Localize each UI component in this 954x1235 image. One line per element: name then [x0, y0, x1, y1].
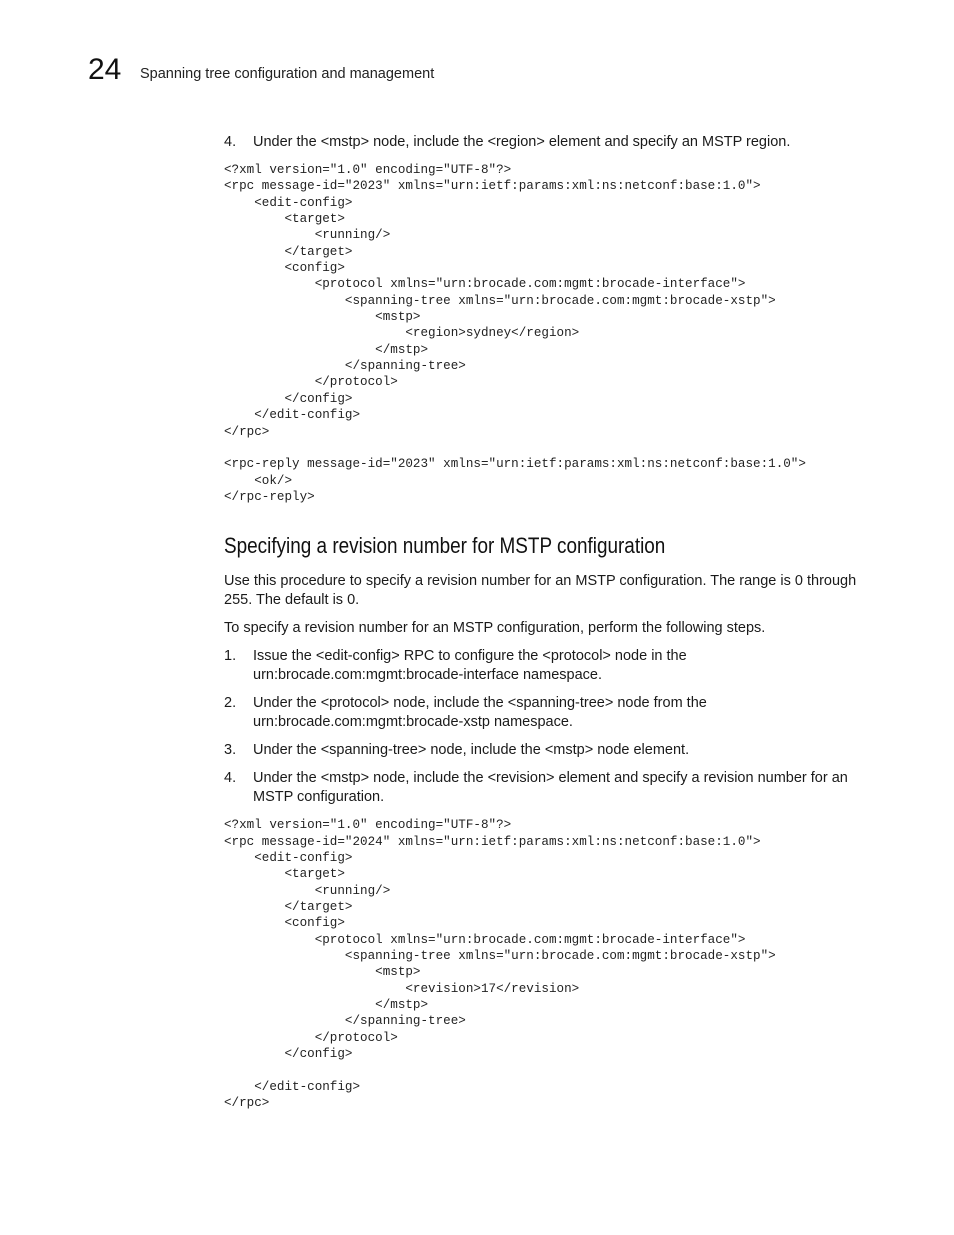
section-heading: Specifying a revision number for MSTP configuration [224, 533, 666, 559]
step-4 [224, 769, 884, 807]
step-number: 3. [224, 742, 237, 759]
section-intro: Use this procedure to specify a revision number for an MSTP configuration. The range is 0 through 255. The default is 0. [224, 573, 857, 609]
step-region [224, 133, 884, 152]
chapter-title: Spanning tree configuration and management [140, 66, 435, 82]
section-lead: To specify a revision number for an MSTP configuration, perform the following steps. [224, 620, 766, 637]
step-number: 1. [224, 648, 237, 665]
step-number: 4. [224, 134, 237, 150]
step-text: Under the <mstp> node, include the <region> element and specify an MSTP region. [253, 134, 791, 150]
page-content [224, 133, 884, 1111]
step-number: 4. [224, 770, 237, 787]
step-number: 2. [224, 695, 237, 712]
step-text: Issue the <edit-config> RPC to configure the <protocol> node in the urn:brocade.com:mgmt:brocade-interface namespace. [253, 648, 687, 684]
step-1 [224, 647, 884, 685]
step-text: Under the <protocol> node, include the <spanning-tree> node from the urn:brocade.com:mgmt:brocade-xstp namespace. [253, 695, 707, 731]
code-block-revision: <?xml version="1.0" encoding="UTF-8"?> <rpc message-id="2024" xmlns="urn:ietf:params:xml:ns:netconf:base:1.0"> <edit-config> <target> <running/> </target> <config> <protocol xmlns="urn:brocade.com:mgmt:brocade-interface"> <spanning-tree xmlns="urn:brocade.com:mgmt:brocade-xstp"> <mstp> <revision>17</revision> </mstp> </spanning-tree> </protocol> </config> </edit-config> </rpc> [224, 818, 776, 1111]
step-text: Under the <spanning-tree> node, include the <mstp> node element. [253, 742, 690, 759]
step-3 [224, 741, 884, 760]
code-block-region: <?xml version="1.0" encoding="UTF-8"?> <rpc message-id="2023" xmlns="urn:ietf:params:xml:ns:netconf:base:1.0"> <edit-config> <target> <running/> </target> <config> <protocol xmlns="urn:brocade.com:mgmt:brocade-interface"> <spanning-tree xmlns="urn:brocade.com:mgmt:brocade-xstp"> <mstp> <region>sydney</region> </mstp> </spanning-tree> </protocol> </config> </edit-config> </rpc> <rpc-reply message-id="2023" xmlns="urn:ietf:params:xml:ns:netconf:base:1.0"> <ok/> </rpc-reply> [224, 163, 806, 504]
chapter-number: 24 [88, 53, 122, 86]
step-text: Under the <mstp> node, include the <revision> element and specify a revision number for an MSTP configuration. [253, 770, 848, 806]
step-2 [224, 694, 884, 732]
